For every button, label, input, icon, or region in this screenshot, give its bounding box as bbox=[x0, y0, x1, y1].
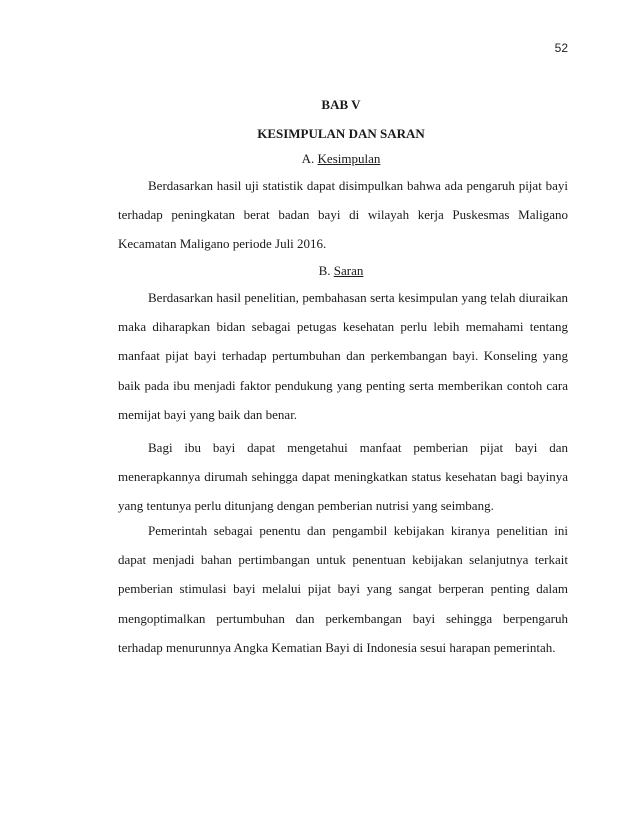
chapter-title: BAB V bbox=[321, 97, 361, 112]
section-heading-kesimpulan bbox=[0, 151, 638, 167]
section-label: A. bbox=[301, 151, 315, 166]
paragraph-saran-ibu: Bagi ibu bayi dapat mengetahui manfaat pemberian pijat bayi dan menerapkannya dirumah sehingga dapat meningkatkan status kesehatan bagi bayinya yang tentunya perlu ditunjang dengan pemberian nutrisi yang seimbang. bbox=[118, 440, 568, 514]
paragraph-kesimpulan: Berdasarkan hasil uji statistik dapat disimpulkan bahwa ada pengaruh pijat bayi terhadap peningkatan berat badan bayi di wilayah kerja Puskesmas Maligano Kecamatan Maligano periode Juli 2016. bbox=[118, 178, 568, 252]
page-number: 52 bbox=[554, 41, 568, 55]
paragraph-saran-bidan: Berdasarkan hasil penelitian, pembahasan serta kesimpulan yang telah diuraikan maka diharapkan bidan sebagai petugas kesehatan perlu lebih memahami tentang manfaat pijat bayi terhadap pertumbuhan dan perkembangan bayi. Konseling yang baik pada ibu menjadi faktor pendukung yang penting serta memberikan contoh cara memijat bayi yang baik dan benar. bbox=[118, 290, 568, 422]
section-title: Saran bbox=[333, 263, 364, 278]
paragraph-saran-pemerintah: Pemerintah sebagai penentu dan pengambil kebijakan kiranya penelitian ini dapat menjadi bahan pertimbangan untuk penentuan kebijakan selanjutnya terkait pemberian stimulasi bayi melalui pijat bayi yang sangat berperan penting dalam mengoptimalkan pertumbuhan dan perkembangan bayi sehingga berpengaruh terhadap menurunnya Angka Kematian Bayi di Indonesia sesui harapan pemerintah. bbox=[118, 523, 568, 655]
section-label: B. bbox=[318, 263, 331, 278]
chapter-subtitle: KESIMPULAN DAN SARAN bbox=[257, 126, 425, 141]
section-heading-saran bbox=[0, 263, 638, 279]
section-title: Kesimpulan bbox=[317, 151, 381, 166]
